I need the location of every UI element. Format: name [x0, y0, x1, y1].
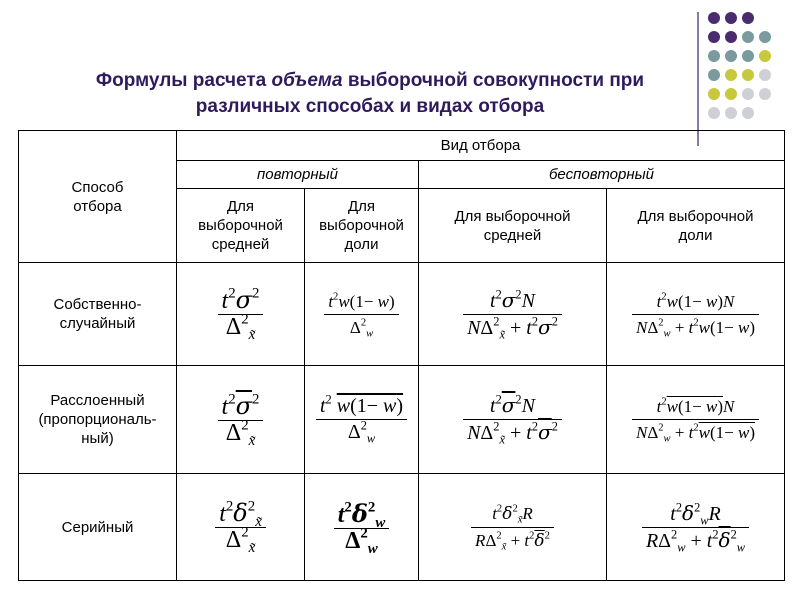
formula-table	[18, 130, 785, 581]
decorative-dot	[725, 50, 737, 62]
row-label-simple-random: Собственно-случайный	[19, 263, 177, 366]
header-repeated-share: Для выборочной доли	[305, 189, 419, 263]
decorative-dot	[759, 88, 771, 100]
decorative-dot	[708, 88, 720, 100]
row-label-stratified: Расслоенный (пропорциональ-ный)	[19, 366, 177, 474]
decorative-dot	[759, 50, 771, 62]
formula-r2c2: $\frac{t^2 w(1- w)}{\Delta^2_w}$	[305, 366, 419, 474]
decorative-dot	[708, 31, 720, 43]
decorative-dot	[759, 69, 771, 81]
decorative-dot-grid	[708, 12, 788, 132]
decorative-dot	[708, 69, 720, 81]
formula-r1c4: $\frac{t^2w(1- w)N}{N\Delta^2_w + t^2w(1- w)}$	[607, 263, 785, 366]
header-selection-type: Вид отбора	[177, 131, 785, 161]
formula-r3c3: $\frac{t^2\delta^2_{x̃}R}{R\Delta^2_{x̃} + t^2\overline{\delta}^2}$	[419, 474, 607, 581]
decorative-dot	[759, 31, 771, 43]
header-non-repeated-share: Для выборочной доли	[607, 189, 785, 263]
row-label-serial: Серийный	[19, 474, 177, 581]
decorative-dot	[742, 12, 754, 24]
decorative-dot	[725, 31, 737, 43]
header-non-repeated-mean: Для выборочной средней	[419, 189, 607, 263]
decorative-dot	[725, 12, 737, 24]
decorative-dot	[708, 107, 720, 119]
decorative-dot	[708, 12, 720, 24]
decorative-dot	[742, 50, 754, 62]
decorative-dot	[742, 31, 754, 43]
formula-r3c2: $\frac{t^2\delta^2_w}{\Delta^2_w}$	[305, 474, 419, 581]
header-repeated: повторный	[177, 161, 419, 189]
formula-r2c3: $\frac{t^2\overline{\sigma}^2N}{N\Delta^2_{x̃} + t^2\overline{\sigma}^2}$	[419, 366, 607, 474]
formula-r1c3: $\frac{t^2\sigma^2N}{N\Delta^2_{x̃} + t^2\sigma^2}$	[419, 263, 607, 366]
formula-r3c4: $\frac{t^2\delta^2_wR}{R\Delta^2_w + t^2\overline{\delta}^2_w}$	[607, 474, 785, 581]
decorative-dot	[708, 50, 720, 62]
decorative-dot	[725, 88, 737, 100]
formula-r2c1: $\frac{t^2\overline{\sigma}^2}{\Delta^2_{x̃}}$	[177, 366, 305, 474]
formula-r2c4: $\frac{t^2w(1- w)N}{N\Delta^2_w + t^2w(1- w)}$	[607, 366, 785, 474]
decorative-dot	[725, 107, 737, 119]
decorative-dot	[742, 88, 754, 100]
header-non-repeated: бесповторный	[419, 161, 785, 189]
header-repeated-mean: Для выборочной средней	[177, 189, 305, 263]
decorative-dot	[725, 69, 737, 81]
decorative-dot	[742, 107, 754, 119]
formula-r3c1: $\frac{t^2\delta^2_{x̃}}{\Delta^2_{x̃}}$	[177, 474, 305, 581]
formula-r1c1: $\frac{t^2\sigma^2}{\Delta^2_{x̃}}$	[177, 263, 305, 366]
page-title: Формулы расчета объема выборочной совокупности при различных способах и видах отбора	[95, 70, 645, 117]
formula-r1c2: $\frac{t^2w(1- w)}{\Delta^2_w}$	[305, 263, 419, 366]
header-method: Способ отбора	[19, 131, 177, 263]
decorative-dot	[742, 69, 754, 81]
